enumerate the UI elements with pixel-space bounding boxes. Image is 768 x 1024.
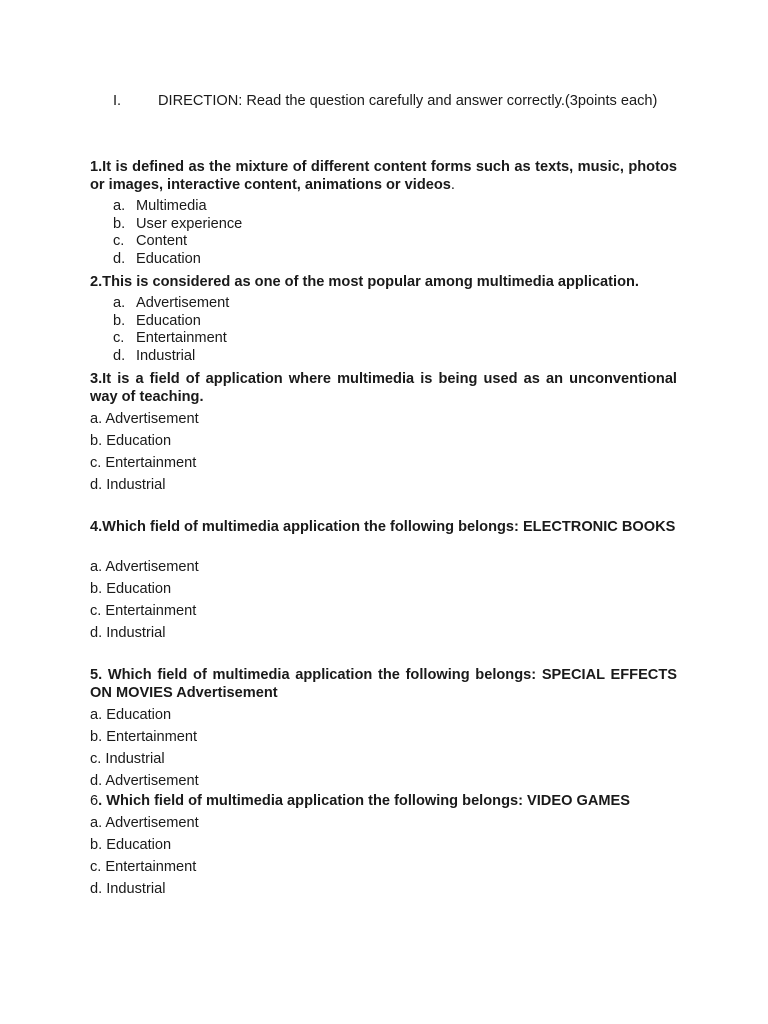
question-6-text: . Which field of multimedia application the following belongs: VIDEO GAMES (98, 793, 630, 809)
question-6 (90, 792, 677, 810)
option: d. Industrial (90, 477, 166, 493)
question-5-text: 5. Which field of multimedia application the following belongs: SPECIAL EFFECTS ON MOVIES Advertisement (90, 667, 677, 701)
option: b. Education (90, 581, 172, 597)
question-5-options (90, 704, 199, 792)
question-4-options (90, 556, 199, 644)
question-3-options (90, 408, 199, 496)
question-1 (90, 158, 677, 194)
question-1-period: . (450, 177, 455, 193)
question-3-text: 3.It is a field of application where multimedia is being used as an unconventional way of teaching. (90, 371, 677, 405)
option: c. Entertainment (90, 603, 197, 619)
question-5 (90, 666, 677, 702)
question-3 (90, 370, 677, 406)
document-page: I. DIRECTION: Read the question carefully and answer correctly.(3points each) 1.It is defined as the mixture of different content forms such as texts, music, photos or images, interactive content, animations or videos. a. Multimedia b. User experience c. Content d. Education 2.This is considered as one of the most popular among multimedia application. a. Advertisement b. Education c. Entertainment d. Industrial 3.It is a field of application where multimedia is being used as an unconventional way of teaching. a. Advertisement b. Education c. Entertainment d. Industrial 4.Which field of multimedia application the following belongs: ELECTRONIC BOOKS a. Advertisement b. Education c. Entertainment d. Industrial 5. Which field of multimedia application the following belongs: SPECIAL EFFECTS ON MOVIES Advertisement a. Education b. Entertainment c. Industrial d. Advertisement 6. Which field of multimedia application the following belongs: VIDEO GAMES a. Advertisement b. Education c. Entertainment d. Industrial (0, 0, 768, 1024)
question-2-text: 2.This is considered as one of the most popular among multimedia application. (90, 274, 639, 290)
question-1-text: 1.It is defined as the mixture of different content forms such as texts, music, photos or images, interactive content, animations or videos (90, 159, 677, 193)
direction-line (0, 93, 768, 113)
option: d. Industrial (90, 625, 166, 641)
option: c. Entertainment (90, 455, 197, 471)
option: b. Education (90, 837, 172, 853)
option: b. Entertainment (90, 729, 198, 745)
question-4 (90, 518, 677, 536)
question-6-options (90, 812, 199, 900)
option: d. Industrial (90, 881, 166, 897)
option: c. Entertainment (90, 859, 197, 875)
option: a. Advertisement (90, 559, 199, 575)
option: c. Industrial (90, 751, 165, 767)
question-6-number: 6 (90, 793, 99, 809)
option: a. Advertisement (90, 411, 199, 427)
option: d. Advertisement (90, 773, 199, 789)
option: a. Education (90, 707, 172, 723)
option: a. Advertisement (90, 815, 199, 831)
option: b. Education (90, 433, 172, 449)
question-4-text: 4.Which field of multimedia application the following belongs: ELECTRONIC BOOKS (90, 519, 676, 535)
direction-text: DIRECTION: Read the question carefully and answer correctly.(3points each) (158, 93, 658, 109)
question-2 (90, 273, 677, 291)
section-number: I. (113, 93, 122, 109)
